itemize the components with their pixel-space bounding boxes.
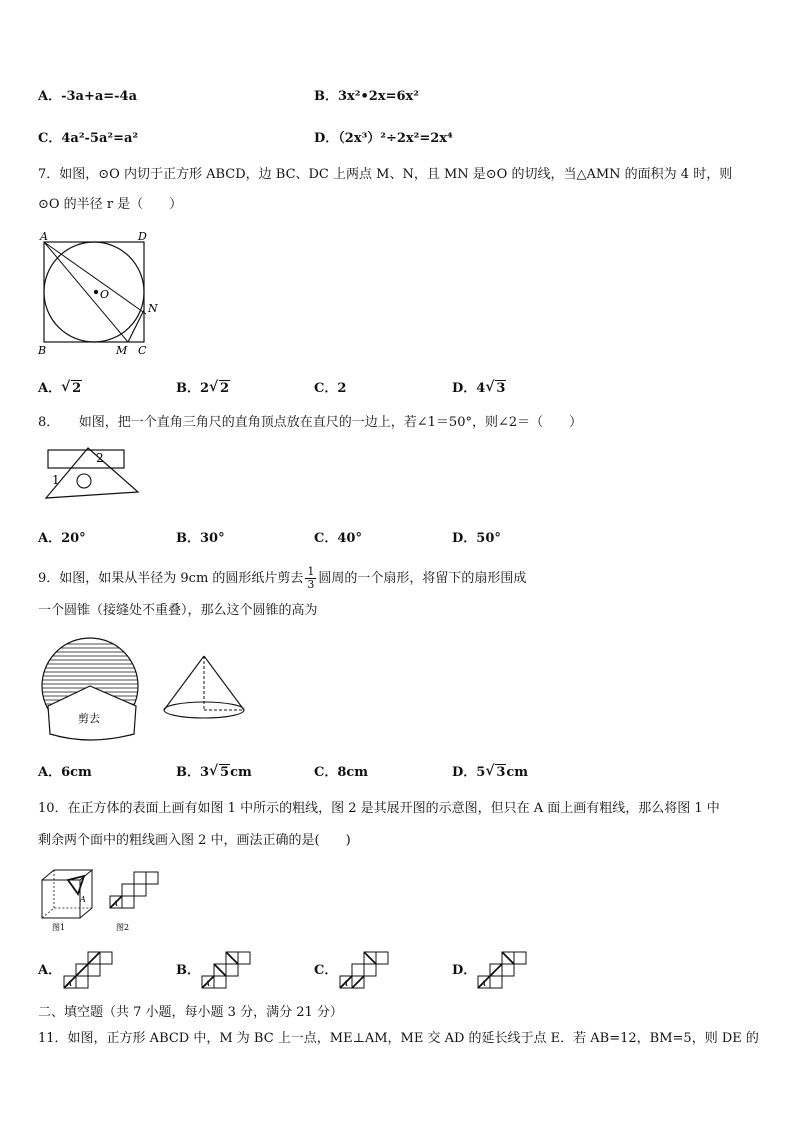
q10-option-d: D． (452, 963, 477, 978)
q6-option-a: A．-3a+a=-4a (38, 89, 138, 104)
q9-option-b (176, 764, 252, 782)
q10-option-a-face: A (67, 980, 73, 988)
q8-option-d: D．50° (452, 531, 501, 546)
q10-option-d-face: A (481, 980, 487, 988)
q8-angle-1-label: 1 (52, 473, 60, 487)
q7-label-d: D (138, 230, 147, 243)
q10-figure2-label: 图2 (116, 923, 130, 932)
q6-option-b: B．3x²•2x=6x² (314, 89, 419, 104)
q8-figure-ruler-triangle (40, 444, 144, 506)
q7-option-a-radical: √ 2 (61, 379, 82, 396)
q11-stem: 11．如图，正方形 ABCD 中，M 为 BC 上一点，ME⊥AM，ME 交 AD 的延长线于点 E．若 AB=12，BM=5，则 DE 的 (38, 1031, 759, 1046)
q8-stem: 8． 如图，把一个直角三角尺的直角顶点放在直尺的一边上，若∠1＝50°，则∠2＝（ ） (38, 415, 583, 430)
q10-option-d-net (476, 950, 532, 992)
q10-option-a-net (62, 950, 118, 992)
q7-option-c: C．2 (314, 381, 347, 396)
q10-figure2-face-a: A (113, 900, 119, 908)
q7-option-d-radicand: 3 (496, 381, 506, 396)
q7-option-d-prefix: D．4 (452, 381, 486, 396)
q9-option-a: A．6cm (38, 765, 92, 780)
q7-stem-line2: ⊙O 的半径 r 是（ ） (38, 197, 183, 212)
q7-option-d-radical: √ 3 (485, 379, 506, 396)
q9-option-b-prefix: B．3 (176, 765, 210, 780)
q10-stem-line2: 剩余两个面中的粗线画入图 2 中，画法正确的是( ) (38, 833, 351, 848)
q10-option-b-face: A (205, 980, 211, 988)
q10-figure1-label: 图1 (52, 923, 66, 932)
q7-stem-line1: 7．如图，⊙O 内切于正方形 ABCD，边 BC、DC 上两点 M、N，且 MN 是⊙O 的切线，当△AMN 的面积为 4 时，则 (38, 167, 733, 182)
q8-option-c: C．40° (314, 531, 362, 546)
q9-stem-post: 圆周的一个扇形，将留下的扇形围成 (318, 571, 527, 586)
q10-figure1-cube (38, 866, 98, 934)
q9-option-d-radicand: 3 (496, 765, 506, 780)
q7-label-m: M (116, 344, 128, 357)
q7-label-a: A (40, 230, 48, 243)
q9-fraction (305, 566, 316, 591)
q9-stem-line1 (38, 566, 526, 591)
q10-option-c-face: A (343, 980, 349, 988)
q6-option-d: D．（2x³）²÷2x²=2x⁴ (314, 131, 453, 146)
q7-figure-square-circle (36, 228, 166, 360)
q7-label-b: B (38, 344, 47, 357)
q9-fraction-denominator: 3 (307, 578, 315, 591)
q10-figure2-net (106, 868, 162, 934)
q9-option-c: C．8cm (314, 765, 369, 780)
q9-option-b-unit: cm (230, 765, 252, 780)
q7-label-c: C (138, 344, 147, 357)
q7-label-n: N (148, 302, 158, 315)
q7-option-a (38, 380, 82, 398)
q8-angle-2-label: 2 (96, 451, 104, 465)
q9-fraction-numerator: 1 (307, 565, 315, 578)
q7-option-b-radicand: 2 (220, 381, 230, 396)
q7-option-b (176, 380, 230, 398)
q6-option-c: C．4a²-5a²=a² (38, 131, 139, 146)
section2-title: 二、填空题（共 7 小题，每小题 3 分，满分 21 分） (38, 1005, 343, 1020)
q9-cut-label: 剪去 (78, 712, 100, 725)
q7-option-b-radical: √ 2 (209, 379, 230, 396)
q9-option-b-radicand: 5 (220, 765, 230, 780)
q9-option-d-unit: cm (506, 765, 529, 780)
q7-option-a-prefix: A． (38, 381, 62, 396)
q7-option-b-prefix: B．2 (176, 381, 210, 396)
q10-figure1-face-a: A (80, 895, 86, 904)
q8-option-b: B．30° (176, 531, 225, 546)
q9-figure-cut-circle (38, 634, 148, 742)
q9-figure-cone (158, 652, 250, 724)
q8-option-a: A．20° (38, 531, 86, 546)
q9-stem-pre: 9．如图，如果从半径为 9cm 的圆形纸片剪去 (38, 571, 304, 586)
q9-option-b-radical: √ 5 (209, 763, 230, 780)
q7-option-a-radicand: 2 (72, 381, 82, 396)
q7-option-d (452, 380, 506, 398)
q9-stem-line2: 一个圆锥（接缝处不重叠），那么这个圆锥的高为 (38, 603, 318, 618)
q10-option-b: B． (176, 963, 200, 978)
q10-stem-line1: 10．在正方体的表面上画有如图 1 中所示的粗线，图 2 是其展开图的示意图，但只在 A 面上画有粗线，那么将图 1 中 (38, 801, 720, 816)
q10-option-c-net (338, 950, 394, 992)
q9-option-d-radical: √ 3 (485, 763, 506, 780)
q9-option-d (452, 764, 528, 782)
q9-option-d-prefix: D．5 (452, 765, 486, 780)
q10-option-b-net (200, 950, 256, 992)
q7-label-o: O (100, 288, 110, 301)
q10-option-c: C． (314, 963, 338, 978)
q10-option-a: A． (38, 963, 62, 978)
